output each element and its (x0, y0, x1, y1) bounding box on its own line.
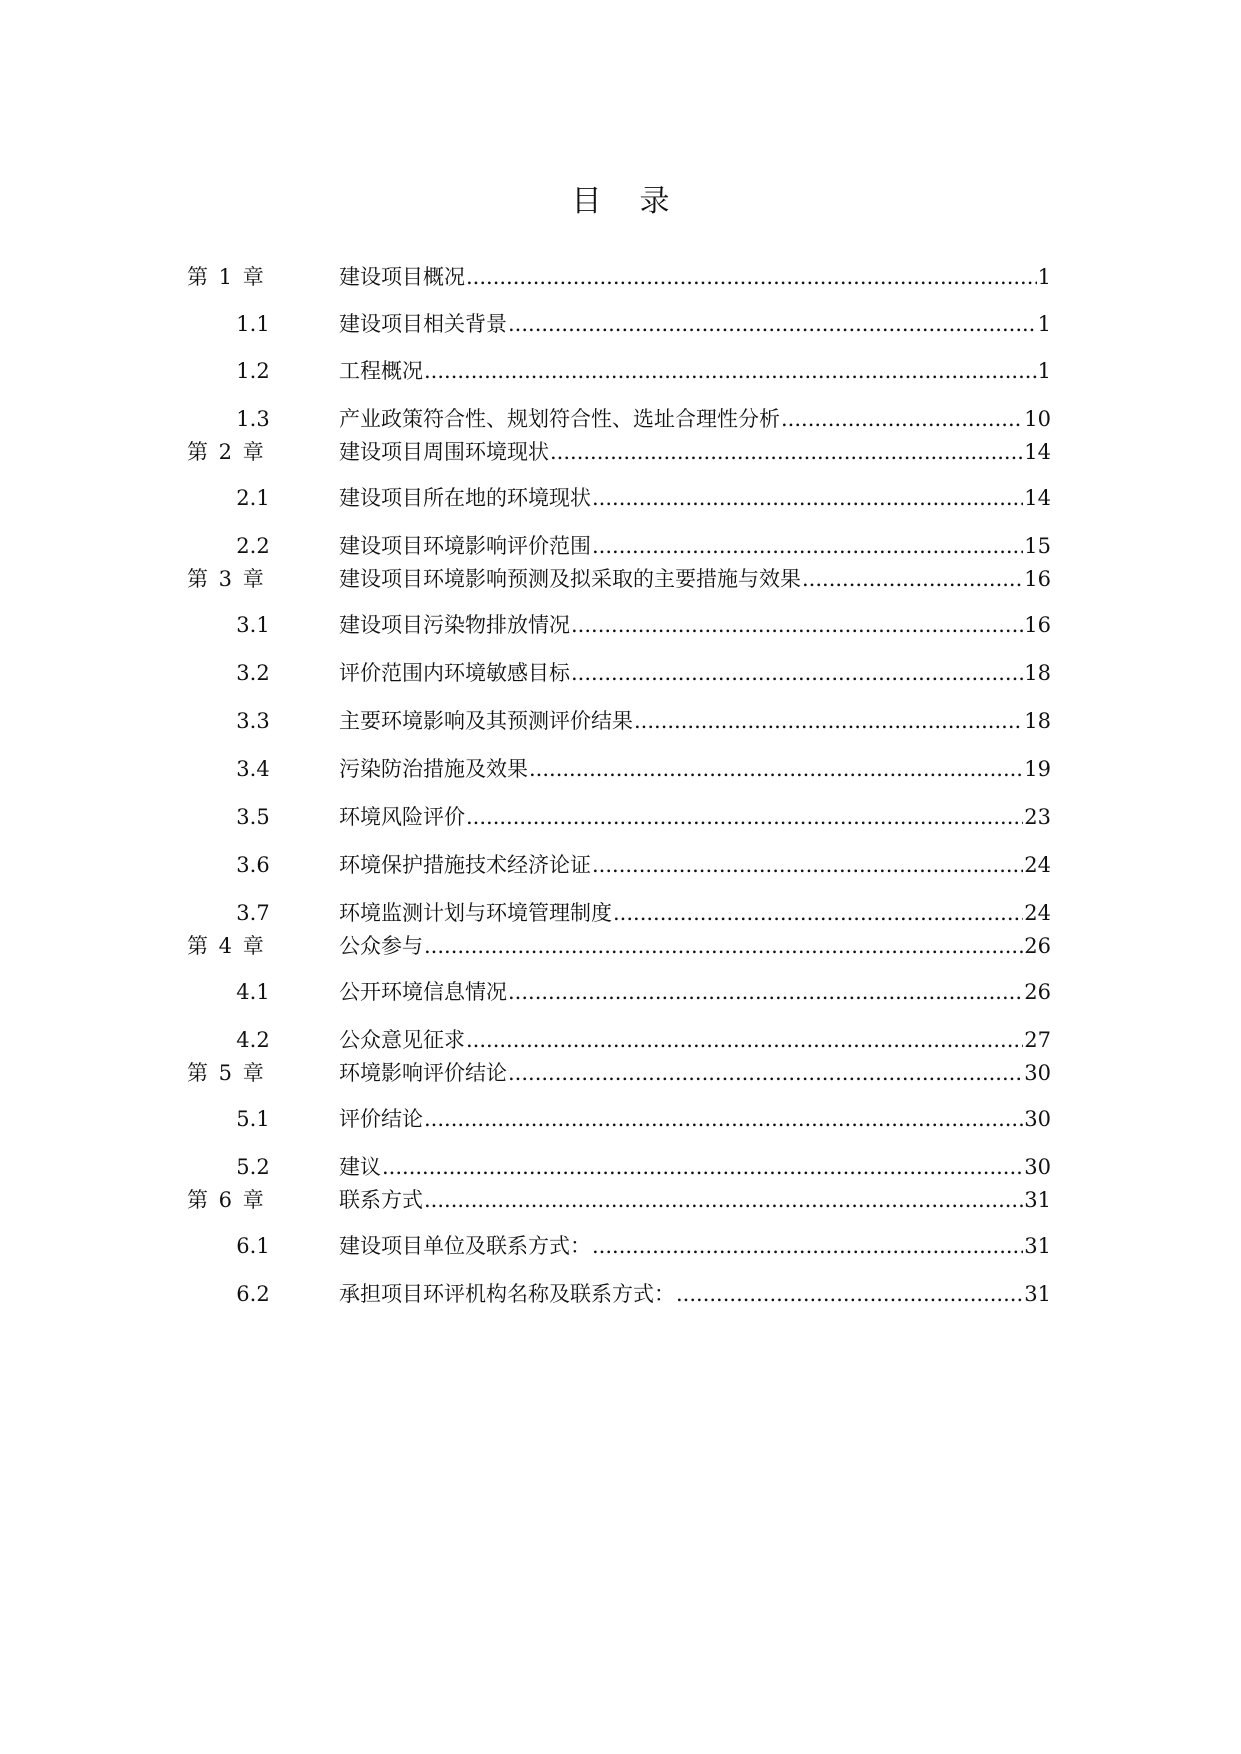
toc-entry-page: 18 (1024, 661, 1051, 685)
toc-entry-label: 承担项目环评机构名称及联系方式： (339, 1282, 675, 1306)
toc-entry[interactable] (0, 850, 1241, 880)
toc-entry-label: 污染防治措施及效果 (339, 757, 528, 781)
toc-entry-label: 环境保护措施技术经济论证 (339, 853, 591, 877)
toc-entry-number: 3.6 (236, 853, 270, 877)
toc-entry-page: 16 (1024, 567, 1051, 591)
toc-entry-label: 联系方式 (339, 1188, 423, 1212)
toc-dot-leader (592, 1231, 1023, 1261)
toc-entry-number: 1.3 (236, 407, 270, 431)
toc-entry-page: 26 (1024, 934, 1051, 958)
toc-dot-leader (550, 437, 1023, 467)
toc-dot-leader (592, 483, 1023, 513)
toc-entry-label: 主要环境影响及其预测评价结果 (339, 709, 633, 733)
toc-dot-leader (781, 404, 1023, 434)
toc-entry-label: 建设项目单位及联系方式： (339, 1234, 591, 1258)
toc-entry-label: 环境影响评价结论 (339, 1061, 507, 1085)
toc-dot-leader (508, 1058, 1023, 1088)
toc-entry-label: 建设项目周围环境现状 (339, 440, 549, 464)
toc-entry[interactable] (0, 1231, 1241, 1261)
toc-dot-leader (424, 931, 1023, 961)
toc-entry-page: 14 (1024, 440, 1051, 464)
toc-entry[interactable] (0, 1058, 1241, 1088)
toc-entry-number: 2.2 (236, 534, 270, 558)
toc-entry-number: 3.4 (236, 757, 270, 781)
toc-entry-label: 公众意见征求 (339, 1028, 465, 1052)
toc-entry[interactable] (0, 1025, 1241, 1055)
toc-entry-number: 第 3 章 (187, 567, 264, 591)
toc-entry[interactable] (0, 802, 1241, 832)
toc-dot-leader (424, 1104, 1023, 1134)
toc-entry-number: 1.1 (236, 312, 270, 336)
toc-entry-number: 2.1 (236, 486, 270, 510)
toc-entry-label: 评价范围内环境敏感目标 (339, 661, 570, 685)
toc-entry-page: 1 (1037, 265, 1051, 289)
toc-entry-label: 建设项目概况 (339, 265, 465, 289)
toc-dot-leader (508, 977, 1023, 1007)
toc-entry-number: 第 4 章 (187, 934, 264, 958)
toc-entry-page: 31 (1024, 1234, 1051, 1258)
toc-entry-number: 第 6 章 (187, 1188, 264, 1212)
toc-entry-label: 公开环境信息情况 (339, 980, 507, 1004)
toc-entry-number: 4.2 (236, 1028, 270, 1052)
toc-entry[interactable] (0, 1279, 1241, 1309)
toc-entry[interactable] (0, 1104, 1241, 1134)
toc-entry-page: 31 (1024, 1188, 1051, 1212)
toc-entry-number: 第 1 章 (187, 265, 264, 289)
toc-dot-leader (424, 1185, 1023, 1215)
toc-entry-page: 14 (1024, 486, 1051, 510)
toc-entry[interactable] (0, 483, 1241, 513)
toc-dot-leader (571, 658, 1023, 688)
toc-entry[interactable] (0, 356, 1241, 386)
toc-entry[interactable] (0, 262, 1241, 292)
toc-entry-number: 6.1 (236, 1234, 270, 1258)
toc-entry-page: 16 (1024, 613, 1051, 637)
toc-entry[interactable] (0, 309, 1241, 339)
toc-dot-leader (466, 1025, 1023, 1055)
toc-entry[interactable] (0, 610, 1241, 640)
toc-entry-page: 30 (1024, 1155, 1051, 1179)
toc-entry-number: 第 5 章 (187, 1061, 264, 1085)
toc-entry-page: 24 (1024, 853, 1051, 877)
toc-dot-leader (508, 309, 1037, 339)
toc-entry-number: 5.2 (236, 1155, 270, 1179)
toc-entry-number: 3.1 (236, 613, 270, 637)
toc-entry-label: 建设项目污染物排放情况 (339, 613, 570, 637)
toc-dot-leader (802, 564, 1023, 594)
toc-entry-number: 5.1 (236, 1107, 270, 1131)
toc-dot-leader (613, 898, 1023, 928)
toc-entry-label: 产业政策符合性、规划符合性、选址合理性分析 (339, 407, 780, 431)
toc-entry-number: 3.5 (236, 805, 270, 829)
toc-entry-number: 3.3 (236, 709, 270, 733)
toc-entry-label: 环境风险评价 (339, 805, 465, 829)
toc-entry-page: 23 (1024, 805, 1051, 829)
toc-entry[interactable] (0, 404, 1241, 434)
toc-entry-label: 工程概况 (339, 359, 423, 383)
toc-entry-number: 3.2 (236, 661, 270, 685)
toc-entry[interactable] (0, 1152, 1241, 1182)
toc-entry-page: 1 (1037, 359, 1051, 383)
toc-entry[interactable] (0, 658, 1241, 688)
toc-dot-leader (466, 262, 1037, 292)
toc-entry[interactable] (0, 706, 1241, 736)
toc-entry-label: 建设项目环境影响预测及拟采取的主要措施与效果 (339, 567, 801, 591)
page-title: 目录 (571, 184, 708, 219)
toc-entry-page: 27 (1024, 1028, 1051, 1052)
toc-entry-label: 建设项目环境影响评价范围 (339, 534, 591, 558)
toc-entry-label: 公众参与 (339, 934, 423, 958)
toc-dot-leader (466, 802, 1023, 832)
toc-entry-page: 15 (1024, 534, 1051, 558)
toc-entry[interactable] (0, 977, 1241, 1007)
toc-dot-leader (424, 356, 1037, 386)
toc-entry[interactable] (0, 754, 1241, 784)
toc-entry-label: 建议 (339, 1155, 381, 1179)
toc-dot-leader (592, 531, 1023, 561)
toc-entry[interactable] (0, 564, 1241, 594)
toc-entry-number: 第 2 章 (187, 440, 264, 464)
toc-dot-leader (634, 706, 1023, 736)
toc-entry-label: 评价结论 (339, 1107, 423, 1131)
toc-entry[interactable] (0, 1185, 1241, 1215)
toc-entry-page: 24 (1024, 901, 1051, 925)
toc-entry-page: 18 (1024, 709, 1051, 733)
toc-entry-number: 3.7 (236, 901, 270, 925)
toc-entry-label: 建设项目相关背景 (339, 312, 507, 336)
toc-entry-number: 1.2 (236, 359, 270, 383)
toc-entry[interactable] (0, 898, 1241, 928)
toc-entry-number: 6.2 (236, 1282, 270, 1306)
toc-entry-label: 建设项目所在地的环境现状 (339, 486, 591, 510)
toc-entry-page: 30 (1024, 1107, 1051, 1131)
toc-entry[interactable] (0, 531, 1241, 561)
toc-entry-page: 26 (1024, 980, 1051, 1004)
toc-entry-page: 19 (1024, 757, 1051, 781)
toc-entry[interactable] (0, 437, 1241, 467)
toc-dot-leader (382, 1152, 1023, 1182)
toc-entry[interactable] (0, 931, 1241, 961)
toc-entry-page: 30 (1024, 1061, 1051, 1085)
toc-entry-number: 4.1 (236, 980, 270, 1004)
toc-entry-page: 10 (1024, 407, 1051, 431)
toc-entry-page: 31 (1024, 1282, 1051, 1306)
toc-dot-leader (571, 610, 1023, 640)
toc-entry-label: 环境监测计划与环境管理制度 (339, 901, 612, 925)
toc-entry-page: 1 (1037, 312, 1051, 336)
toc-dot-leader (676, 1279, 1023, 1309)
toc-dot-leader (592, 850, 1023, 880)
toc-dot-leader (529, 754, 1023, 784)
